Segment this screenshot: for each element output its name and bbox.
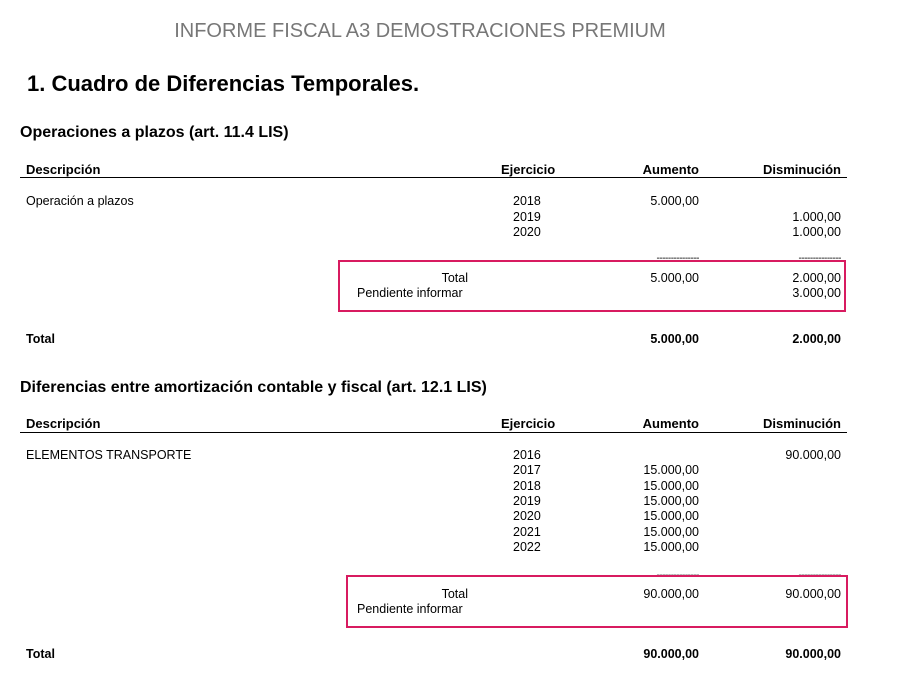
row-aumento: 15.000,00 — [643, 540, 699, 555]
row-year: 2019 — [513, 494, 541, 509]
subtotal-disminucion: 2.000,00 — [792, 271, 841, 285]
header-divider — [20, 177, 847, 178]
total-disminucion: 90.000,00 — [785, 647, 841, 661]
row-year: 2020 — [513, 225, 541, 239]
total-aumento: 5.000,00 — [650, 332, 699, 346]
row-aumento: 15.000,00 — [643, 478, 699, 493]
row-aumento: 5.000,00 — [650, 194, 699, 208]
column-header-ejercicio: Ejercicio — [501, 416, 556, 431]
total-disminucion: 2.000,00 — [792, 332, 841, 346]
row-disminucion: 1.000,00 — [792, 209, 841, 224]
row-disminucion: 1.000,00 — [792, 225, 841, 239]
section-title: Operaciones a plazos (art. 11.4 LIS) — [20, 124, 289, 141]
report-title: INFORME FISCAL A3 DEMOSTRACIONES PREMIUM — [174, 20, 666, 42]
row-year: 2016 — [513, 448, 541, 462]
column-header-aumento: Aumento — [642, 416, 699, 431]
row-year: 2019 — [513, 209, 541, 224]
row-year: 2018 — [513, 478, 541, 493]
column-header-descripcion: Descripción — [26, 416, 101, 431]
row-year: 2017 — [513, 463, 541, 478]
highlight-box — [346, 575, 848, 628]
total-aumento: 90.000,00 — [643, 647, 699, 661]
row-aumento: 15.000,00 — [643, 463, 699, 478]
header-divider — [20, 432, 847, 433]
separator-disminucion: --------------- — [798, 253, 841, 264]
column-header-descripcion: Descripción — [26, 162, 101, 177]
row-year: 2022 — [513, 540, 541, 555]
total-label: Total — [26, 332, 55, 346]
column-header-aumento: Aumento — [642, 162, 699, 177]
row-aumento: 15.000,00 — [643, 524, 699, 539]
row-aumento: 15.000,00 — [643, 509, 699, 524]
pending-disminucion: 3.000,00 — [792, 286, 841, 300]
row-year: 2021 — [513, 524, 541, 539]
row-year: 2018 — [513, 194, 541, 208]
separator-aumento: --------------- — [656, 253, 699, 264]
subtotal-aumento: 90.000,00 — [643, 587, 699, 601]
total-label: Total — [26, 647, 55, 661]
row-year: 2020 — [513, 509, 541, 524]
row-disminucion: 90.000,00 — [785, 448, 841, 462]
pending-label: Pendiente informar — [357, 286, 463, 300]
separator-disminucion: --------------- — [798, 570, 841, 581]
subtotal-aumento: 5.000,00 — [650, 271, 699, 285]
main-title: 1. Cuadro de Diferencias Temporales. — [27, 71, 420, 96]
subtotal-disminucion: 90.000,00 — [785, 587, 841, 601]
highlight-box — [338, 260, 846, 312]
row-aumento: 15.000,00 — [643, 494, 699, 509]
subtotal-label: Total — [441, 271, 468, 285]
separator-aumento: --------------- — [656, 570, 699, 581]
subtotal-label: Total — [441, 587, 468, 601]
pending-label: Pendiente informar — [357, 602, 463, 616]
item-description: Operación a plazos — [26, 194, 134, 208]
section-title: Diferencias entre amortización contable y fiscal (art. 12.1 LIS) — [20, 379, 487, 396]
column-header-disminucion: Disminución — [762, 416, 841, 431]
column-header-disminucion: Disminución — [762, 162, 841, 177]
item-description: ELEMENTOS TRANSPORTE — [26, 448, 192, 462]
column-header-ejercicio: Ejercicio — [501, 162, 556, 177]
